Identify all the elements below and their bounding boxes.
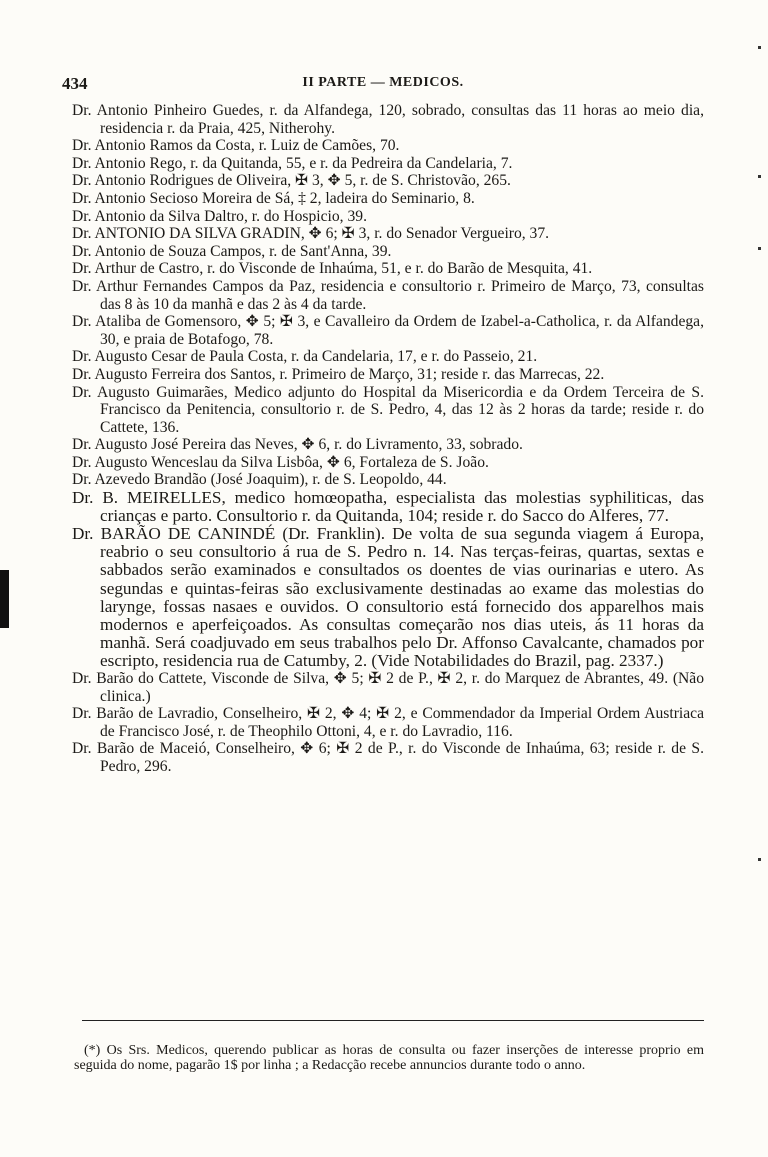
directory-entries: [72, 102, 704, 776]
running-head: II PARTE — MEDICOS.: [302, 75, 464, 90]
list-item: Dr. Antonio Secioso Moreira de Sá, ‡ 2, ladeira do Seminario, 8.: [72, 189, 475, 207]
list-item: Dr. Augusto Guimarães, Medico adjunto do Hospital da Misericordia e da Ordem Terceira de S. Francisco da Penitencia, consultorio r. de S. Pedro, 4, das 12 às 2 horas da tarde; reside r. do Cattete, 136.: [72, 383, 704, 436]
list-item: Dr. ANTONIO DA SILVA GRADIN, ✥ 6; ✠ 3, r. do Senador Vergueiro, 37.: [72, 225, 550, 243]
list-item: Dr. Antonio Rodrigues de Oliveira, ✠ 3, ✥ 5, r. de S. Christovão, 265.: [72, 172, 511, 190]
list-item: Dr. Barão do Cattete, Visconde de Silva, ✥ 5; ✠ 2 de P., ✠ 2, r. do Marquez de Abrantes, 49. (Não clinica.): [72, 670, 704, 705]
margin-speck: [758, 858, 761, 861]
page-number: 434: [62, 74, 88, 93]
list-item: Dr. Arthur de Castro, r. do Visconde de Inhaúma, 51, e r. do Barão de Mesquita, 41.: [72, 260, 593, 278]
list-item: Dr. Antonio Pinheiro Guedes, r. da Alfandega, 120, sobrado, consultas das 11 horas ao meio dia, residencia r. da Praia, 425, Nitherohy.: [72, 102, 704, 137]
list-item: Dr. Augusto Cesar de Paula Costa, r. da Candelaria, 17, e r. do Passeio, 21.: [72, 348, 538, 366]
list-item: Dr. Azevedo Brandão (José Joaquim), r. de S. Leopoldo, 44.: [72, 471, 447, 489]
list-item: Dr. Antonio da Silva Daltro, r. do Hospicio, 39.: [72, 207, 367, 225]
footnote: (*) Os Srs. Medicos, querendo publicar as horas de consulta ou fazer inserções de interesse proprio em seguida do nome, pagarão 1$ por linha ; a Redacção recebe annuncios durante todo o anno.: [74, 1043, 704, 1073]
list-item: Dr. Augusto Wenceslau da Silva Lisbôa, ✥ 6, Fortaleza de S. João.: [72, 453, 489, 471]
list-item: Dr. Augusto Ferreira dos Santos, r. Primeiro de Março, 31; reside r. das Marrecas, 22.: [72, 365, 605, 383]
list-item: Dr. Antonio Rego, r. da Quitanda, 55, e r. da Pedreira da Candelaria, 7.: [72, 154, 513, 172]
page-header: [62, 74, 704, 96]
margin-speck: [758, 46, 761, 49]
margin-speck: [758, 247, 761, 250]
list-item: Dr. Barão de Maceió, Conselheiro, ✥ 6; ✠ 2 de P., r. do Visconde de Inhaúma, 63; reside r. de S. Pedro, 296.: [72, 740, 704, 775]
list-item: Dr. Arthur Fernandes Campos da Paz, residencia e consultorio r. Primeiro de Março, 73, consultas das 8 às 10 da manhã e das 2 às 4 da tarde.: [72, 277, 704, 313]
list-item: Dr. Antonio Ramos da Costa, r. Luiz de Camões, 70.: [72, 137, 400, 155]
margin-speck: [758, 175, 761, 178]
list-item: Dr. Augusto José Pereira das Neves, ✥ 6, r. do Livramento, 33, sobrado.: [72, 436, 523, 454]
scan-edge-mark: [0, 570, 9, 628]
list-item: Dr. BARÃO DE CANINDÉ (Dr. Franklin). De volta de sua segunda viagem á Europa, reabrio o seu consultorio á rua de S. Pedro n. 14. Nas terças-feiras, quartas, sextas e sabbados serão examinados e consultados os doentes de vias ourinarias e utero. As segundas e quintas-feiras são exclusivamente destinadas ao exame das molestias do larynge, fossas nasaes e ouvidos. O consultorio está fornecido dos apparelhos mais modernos e aperfeiçoados. As consultas começarão nos dias uteis, ás 11 horas da manhã. Será coadjuvado em seus trabalhos pelo Dr. Affonso Cavalcante, chamados por escripto, residencia rua de Catumby, 2. (Vide Notabilidades do Brazil, pag. 2337.): [72, 524, 704, 670]
footnote-divider: [82, 1020, 704, 1021]
list-item: Dr. B. MEIRELLES, medico homœopatha, especialista das molestias syphiliticas, das crianças e parto. Consultorio r. da Quitanda, 104; reside r. do Sacco do Alferes, 77.: [72, 488, 704, 526]
list-item: Dr. Antonio de Souza Campos, r. de Sant'Anna, 39.: [72, 242, 392, 260]
list-item: Dr. Barão de Lavradio, Conselheiro, ✠ 2, ✥ 4; ✠ 2, e Commendador da Imperial Ordem Austriaca de Francisco José, r. de Theophilo Ottoni, 4, e r. do Lavradio, 116.: [72, 705, 704, 740]
list-item: Dr. Ataliba de Gomensoro, ✥ 5; ✠ 3, e Cavalleiro da Ordem de Izabel-a-Catholica, r. da Alfandega, 30, e praia de Botafogo, 78.: [72, 313, 704, 348]
